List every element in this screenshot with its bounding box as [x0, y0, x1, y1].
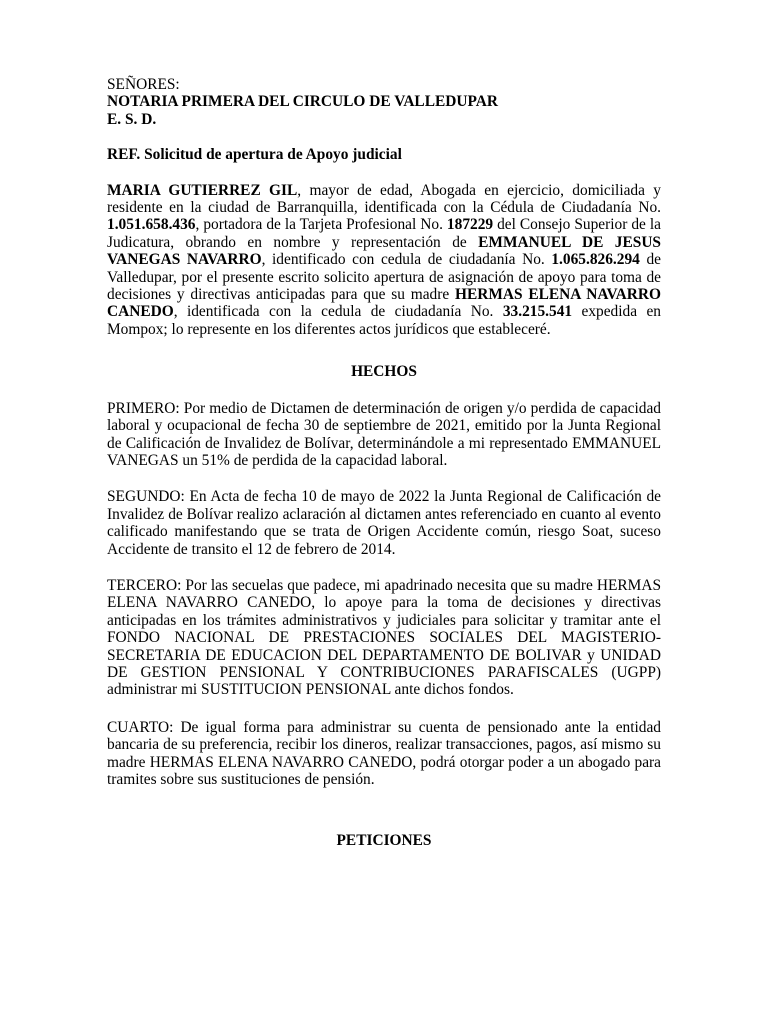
intro-paragraph	[107, 182, 661, 339]
lawyer-id-number: 1.051.658.436	[107, 216, 196, 234]
mother-id-number: 33.215.541	[502, 303, 573, 321]
salutation: SEÑORES:	[107, 76, 180, 93]
hecho-primero: PRIMERO: Por medio de Dictamen de determinación de origen y/o perdida de capacidad laboral y ocupacional de fecha 30 de septiembre de 2021, emitido por la Junta Regional de Calificación de Invalidez de Bolívar, determinándole a mi representado EMMANUEL VANEGAS un 51% de perdida de la capacidad laboral.	[107, 399, 661, 469]
intro-text-2: , portadora de la Tarjeta Profesional No.	[195, 216, 447, 234]
peticiones-heading: PETICIONES	[336, 832, 432, 850]
hecho-tercero: TERCERO: Por las secuelas que padece, mi apadrinado necesita que su madre HERMAS ELENA NAVARRO CANEDO, lo apoye para la toma de decisiones y directivas anticipadas en los trámites administrativos y judiciales para solicitar y tramitar ante el FONDO NACIONAL DE PRESTACIONES SOCIALES DEL MAGISTERIO- SECRETARIA DE EDUCACION DEL DEPARTAMENTO DE BOLIVAR y UNIDAD DE GESTION PENSIONAL Y CONTRIBUCIONES PARAFISCALES (UGPP) administrar mi SUSTITUCION PENSIONAL ante dichos fondos.	[107, 576, 661, 699]
hecho-segundo: SEGUNDO: En Acta de fecha 10 de mayo de 2022 la Junta Regional de Calificación de Invalidez de Bolívar realizo aclaración al dictamen antes referenciado en cuanto al evento calificado manifestando que se trata de Origen Accidente común, riesgo Soat, suceso Accidente de transito el 12 de febrero de 2014.	[107, 488, 661, 558]
intro-text-5: de Valledupar, por el presente escrito solicito apertura de asignación de apoyo para toma de decisiones y directivas anticipadas para que su madre	[107, 251, 661, 304]
hechos-heading: HECHOS	[351, 363, 417, 381]
document-page	[107, 76, 661, 850]
mother-name: HERMAS ELENA NAVARRO CANEDO	[107, 286, 661, 321]
intro-text-7: expedida en Mompox; lo represente en los diferentes actos jurídicos que estableceré.	[107, 303, 661, 338]
represented-name: EMMANUEL DE JESUS VANEGAS NAVARRO	[107, 233, 661, 269]
intro-text-4: , identificado con cedula de ciudadanía No.	[261, 251, 552, 269]
intro-text-3: del Consejo Superior de la Judicatura, obrando en nombre y representación de	[107, 216, 661, 251]
esd-line: E. S. D.	[107, 110, 157, 128]
lawyer-name: MARIA GUTIERREZ GIL	[107, 181, 298, 199]
recipient: NOTARIA PRIMERA DEL CIRCULO DE VALLEDUPAR	[107, 93, 498, 111]
intro-text-1: , mayor de edad, Abogada en ejercicio, domiciliada y residente en la ciudad de Barranquilla, identificada con la Cédula de Ciudadanía No.	[107, 181, 661, 217]
represented-id-number: 1.065.826.294	[551, 251, 640, 269]
hecho-cuarto: CUARTO: De igual forma para administrar su cuenta de pensionado ante la entidad bancaria de su preferencia, recibir los dineros, realizar transacciones, pagos, así mismo su madre HERMAS ELENA NAVARRO CANEDO, podrá otorgar poder a un abogado para tramites sobre sus sustituciones de pensión.	[107, 718, 661, 788]
reference-line: REF. Solicitud de apertura de Apoyo judicial	[107, 146, 402, 164]
professional-card-number: 187229	[446, 216, 494, 234]
intro-text-6: , identificada con la cedula de ciudadanía No.	[173, 303, 503, 321]
